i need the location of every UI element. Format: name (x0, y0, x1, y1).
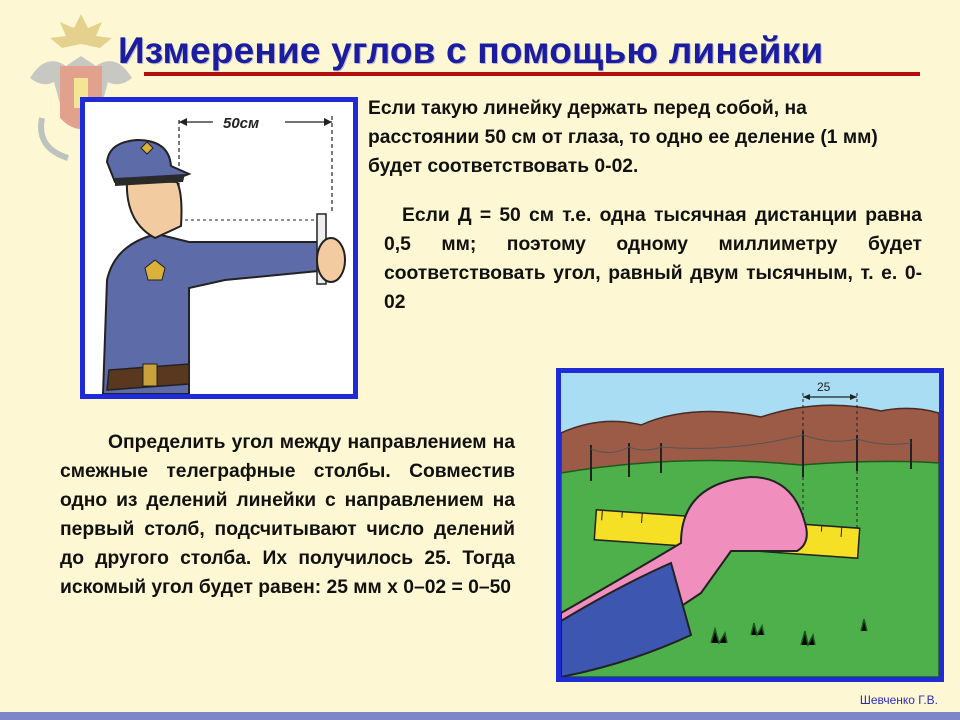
title-underline (144, 72, 920, 76)
paragraph-telegraph-poles-example: Определить угол между направлением на смежные телеграфные столбы. Совместив одно из делений линейки с направлением на первый столб, подсчитывают число делений до другого столба. Их получилось 25. Тогда искомый угол будет равен: 25 мм х 0–02 = 0–50 (60, 432, 515, 598)
distance-label: 50см (223, 115, 260, 132)
slide-title: Измерение углов с помощью линейки (118, 30, 824, 71)
paragraph-ruler-at-50cm: Если такую линейку держать перед собой, на расстоянии 50 см от глаза, то одно ее деление (1 мм) будет соответствовать 0-02. (368, 98, 878, 177)
author-credit: Шевченко Г.В. (859, 693, 938, 707)
span-label: 25 (817, 380, 831, 394)
soldier-with-ruler-illustration (80, 97, 358, 399)
paragraph-thousandth-explanation: Если Д = 50 см т.е. одна тысячная дистанции равна 0,5 мм; поэтому одному миллиметру будет соответствовать угол, равный двум тысячным, т. е. 0-02 (384, 205, 922, 313)
hand-ruler-field-illustration (556, 368, 944, 682)
bottom-bar (0, 712, 960, 720)
